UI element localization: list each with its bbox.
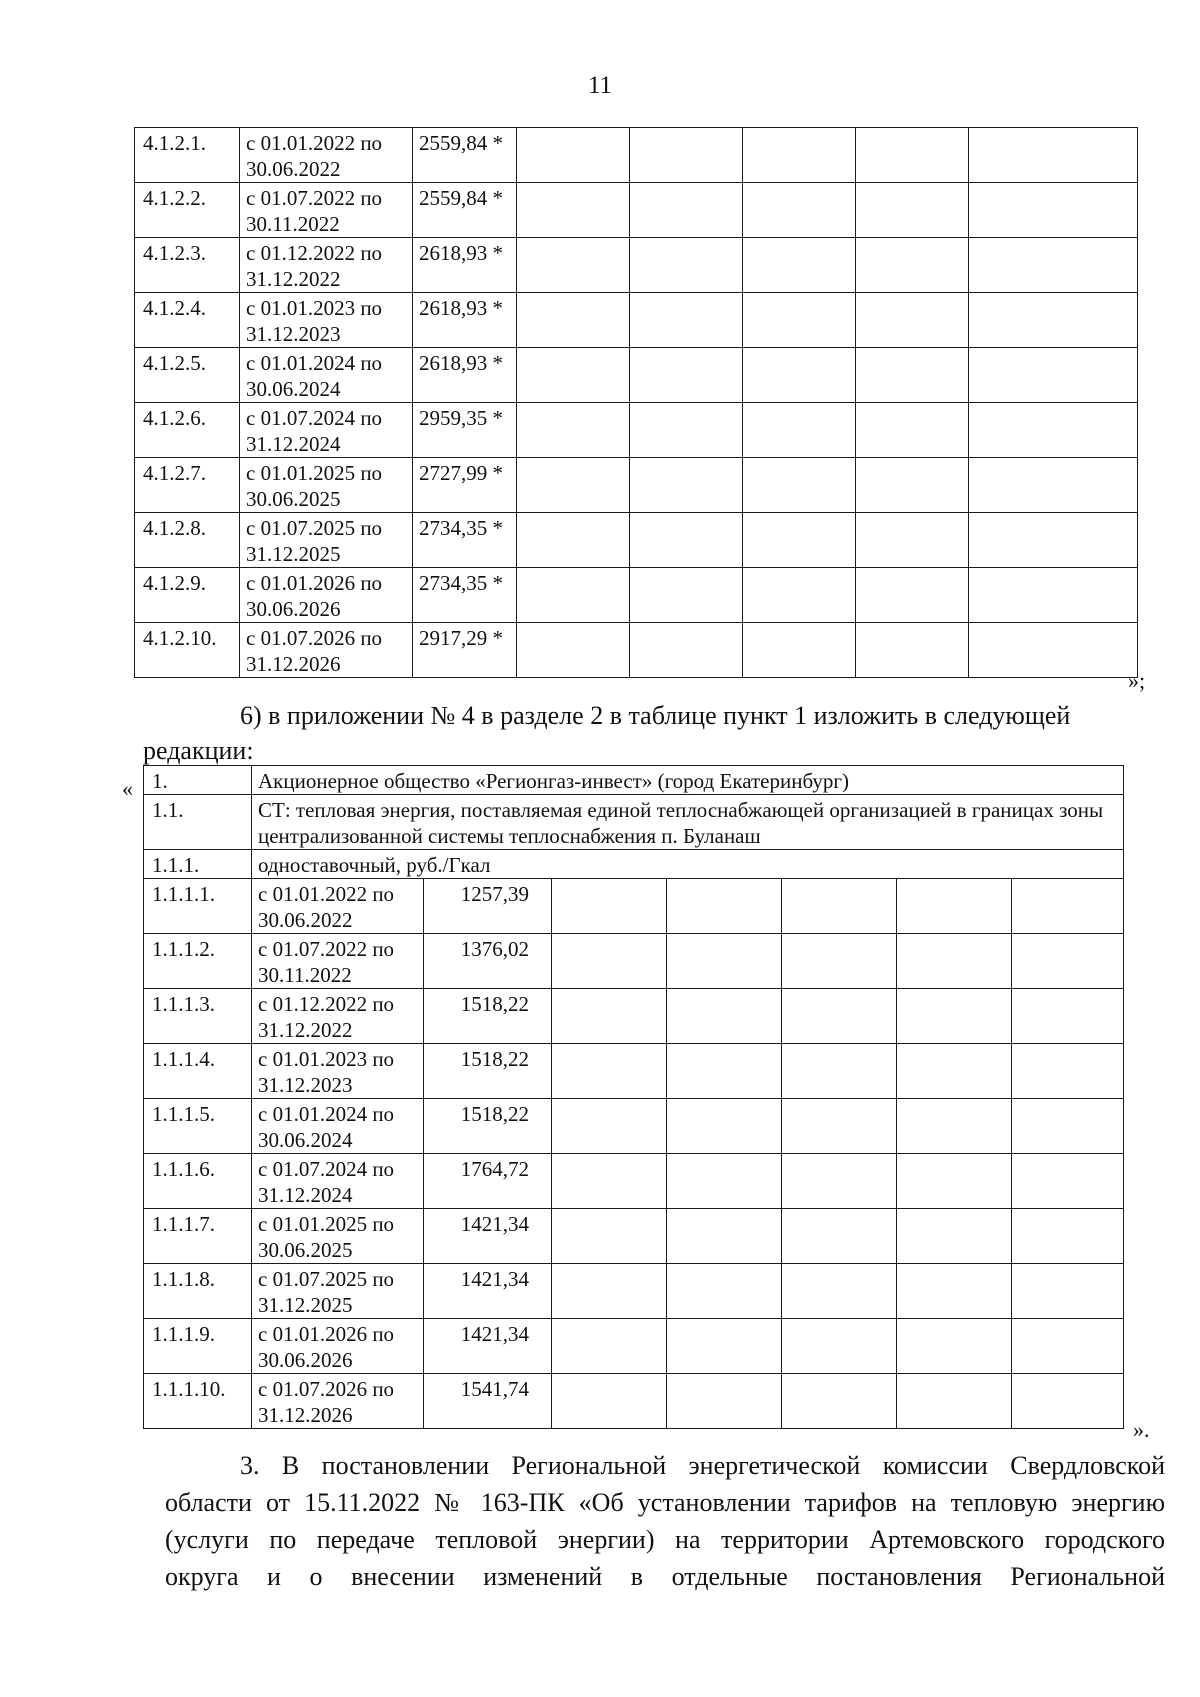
empty-cell (1012, 1209, 1124, 1264)
row-value: 2734,35 * (413, 568, 517, 623)
empty-cell (630, 623, 743, 678)
empty-cell (897, 1374, 1012, 1429)
row-number: 1.1.1.9. (144, 1319, 252, 1374)
empty-cell (969, 458, 1138, 513)
empty-cell (743, 238, 856, 293)
row-value: 2959,35 * (413, 403, 517, 458)
empty-cell (552, 989, 667, 1044)
table-row (144, 934, 1124, 989)
empty-cell (630, 238, 743, 293)
row-number: 1.1.1.3. (144, 989, 252, 1044)
empty-cell (517, 348, 630, 403)
table-row (144, 989, 1124, 1044)
empty-cell (630, 293, 743, 348)
empty-cell (1012, 1154, 1124, 1209)
empty-cell (552, 934, 667, 989)
empty-cell (1012, 1374, 1124, 1429)
empty-cell (897, 1319, 1012, 1374)
empty-cell (667, 1374, 782, 1429)
table-row (135, 183, 1138, 238)
empty-cell (517, 183, 630, 238)
row-period: с 01.01.2025 по 30.06.2025 (252, 1209, 424, 1264)
empty-cell (1012, 1264, 1124, 1319)
empty-cell (630, 458, 743, 513)
empty-cell (782, 1154, 897, 1209)
empty-cell (897, 1209, 1012, 1264)
empty-cell (630, 513, 743, 568)
empty-cell (517, 128, 630, 183)
table-header-row (144, 850, 1124, 879)
empty-cell (517, 238, 630, 293)
empty-cell (517, 458, 630, 513)
empty-cell (630, 128, 743, 183)
row-number: 4.1.2.5. (135, 348, 240, 403)
empty-cell (969, 403, 1138, 458)
empty-cell (743, 128, 856, 183)
empty-cell (743, 568, 856, 623)
table-header-row (144, 795, 1124, 850)
paragraph-3-line: 3. В постановлении Региональной энергетической комиссии Свердловской (240, 1451, 1165, 1480)
empty-cell (856, 403, 969, 458)
empty-cell (969, 348, 1138, 403)
empty-cell (782, 989, 897, 1044)
empty-cell (1012, 1319, 1124, 1374)
paragraph-3-line: округа и о внесении изменений в отдельные постановления Региональной (165, 1562, 1165, 1591)
table-row (144, 1209, 1124, 1264)
table-row (144, 1264, 1124, 1319)
table-row (135, 238, 1138, 293)
empty-cell (856, 183, 969, 238)
empty-cell (743, 403, 856, 458)
empty-cell (552, 1044, 667, 1099)
row-period: с 01.07.2026 по 31.12.2026 (252, 1374, 424, 1429)
row-number: 1.1. (144, 795, 252, 850)
tariff-table-4-1-2 (134, 127, 1138, 678)
empty-cell (630, 403, 743, 458)
empty-cell (667, 1209, 782, 1264)
empty-cell (782, 1099, 897, 1154)
empty-cell (856, 568, 969, 623)
empty-cell (782, 1044, 897, 1099)
row-value: 2727,99 * (413, 458, 517, 513)
row-number: 4.1.2.8. (135, 513, 240, 568)
empty-cell (743, 183, 856, 238)
empty-cell (667, 934, 782, 989)
table-row (144, 1319, 1124, 1374)
table-row (135, 293, 1138, 348)
row-period: с 01.01.2022 по 30.06.2022 (240, 128, 413, 183)
row-number: 1.1.1. (144, 850, 252, 879)
empty-cell (667, 1099, 782, 1154)
empty-cell (856, 293, 969, 348)
row-number: 4.1.2.4. (135, 293, 240, 348)
empty-cell (517, 568, 630, 623)
row-value: 2734,35 * (413, 513, 517, 568)
table-row (135, 458, 1138, 513)
empty-cell (517, 513, 630, 568)
empty-cell (667, 1264, 782, 1319)
empty-cell (667, 1044, 782, 1099)
table1-closing-quote: »; (1128, 668, 1146, 693)
row-heading: СТ: тепловая энергия, поставляемая единой теплоснабжающей организацией в границах зоны централизованной системы теплоснабжения п. Буланаш (252, 795, 1124, 850)
empty-cell (552, 1319, 667, 1374)
empty-cell (517, 293, 630, 348)
table-row (135, 568, 1138, 623)
row-heading: Акционерное общество «Регионгаз-инвест» (город Екатеринбург) (252, 766, 1124, 795)
table-row (135, 403, 1138, 458)
table-row (135, 623, 1138, 678)
row-number: 4.1.2.10. (135, 623, 240, 678)
row-number: 1.1.1.10. (144, 1374, 252, 1429)
empty-cell (743, 458, 856, 513)
empty-cell (969, 238, 1138, 293)
empty-cell (897, 879, 1012, 934)
empty-cell (969, 623, 1138, 678)
empty-cell (856, 128, 969, 183)
empty-cell (897, 1099, 1012, 1154)
row-number: 1.1.1.1. (144, 879, 252, 934)
table2-closing-quote: ». (1133, 1417, 1150, 1442)
empty-cell (630, 183, 743, 238)
row-period: с 01.07.2022 по 30.11.2022 (252, 934, 424, 989)
empty-cell (517, 623, 630, 678)
empty-cell (517, 403, 630, 458)
table-row (135, 513, 1138, 568)
row-value: 1376,02 (424, 934, 552, 989)
row-value: 2559,84 * (413, 183, 517, 238)
empty-cell (897, 934, 1012, 989)
row-value: 1518,22 (424, 989, 552, 1044)
row-number: 4.1.2.3. (135, 238, 240, 293)
empty-cell (1012, 1099, 1124, 1154)
empty-cell (856, 458, 969, 513)
row-value: 1764,72 (424, 1154, 552, 1209)
table-row (135, 128, 1138, 183)
table-row (144, 1374, 1124, 1429)
empty-cell (856, 513, 969, 568)
row-number: 1.1.1.7. (144, 1209, 252, 1264)
empty-cell (897, 1044, 1012, 1099)
row-number: 4.1.2.7. (135, 458, 240, 513)
row-period: с 01.07.2024 по 31.12.2024 (252, 1154, 424, 1209)
table-row (135, 348, 1138, 403)
table2-opening-quote: « (122, 776, 133, 801)
row-value: 2917,29 * (413, 623, 517, 678)
row-number: 1.1.1.2. (144, 934, 252, 989)
empty-cell (782, 1264, 897, 1319)
empty-cell (743, 348, 856, 403)
table-header-row (144, 766, 1124, 795)
empty-cell (552, 879, 667, 934)
table-row (144, 879, 1124, 934)
empty-cell (552, 1264, 667, 1319)
empty-cell (1012, 1044, 1124, 1099)
page-number: 11 (587, 72, 613, 99)
table-row (144, 1044, 1124, 1099)
row-period: с 01.12.2022 по 31.12.2022 (240, 238, 413, 293)
paragraph-3-line: области от 15.11.2022 № 163-ПК «Об установлении тарифов на тепловую энергию (165, 1488, 1165, 1517)
table-row (144, 1099, 1124, 1154)
paragraph-6-line-2: редакции: (143, 736, 254, 765)
row-number: 1.1.1.6. (144, 1154, 252, 1209)
paragraph-3-line: (услуги по передаче тепловой энергии) на территории Артемовского городского (165, 1525, 1165, 1554)
empty-cell (856, 623, 969, 678)
row-value: 1518,22 (424, 1044, 552, 1099)
empty-cell (667, 1154, 782, 1209)
row-value: 1421,34 (424, 1209, 552, 1264)
empty-cell (667, 1319, 782, 1374)
table-row (144, 1154, 1124, 1209)
row-number: 4.1.2.6. (135, 403, 240, 458)
empty-cell (552, 1099, 667, 1154)
row-number: 1.1.1.8. (144, 1264, 252, 1319)
row-period: с 01.01.2024 по 30.06.2024 (240, 348, 413, 403)
row-period: с 01.01.2026 по 30.06.2026 (252, 1319, 424, 1374)
row-period: с 01.01.2023 по 31.12.2023 (252, 1044, 424, 1099)
empty-cell (1012, 989, 1124, 1044)
row-value: 2618,93 * (413, 293, 517, 348)
empty-cell (630, 348, 743, 403)
empty-cell (782, 1319, 897, 1374)
row-value: 1541,74 (424, 1374, 552, 1429)
row-value: 1257,39 (424, 879, 552, 934)
row-period: с 01.07.2024 по 31.12.2024 (240, 403, 413, 458)
empty-cell (743, 623, 856, 678)
row-value: 1421,34 (424, 1264, 552, 1319)
row-period: с 01.07.2025 по 31.12.2025 (252, 1264, 424, 1319)
row-period: с 01.12.2022 по 31.12.2022 (252, 989, 424, 1044)
empty-cell (743, 513, 856, 568)
empty-cell (552, 1209, 667, 1264)
empty-cell (782, 1374, 897, 1429)
empty-cell (743, 293, 856, 348)
empty-cell (630, 568, 743, 623)
empty-cell (897, 989, 1012, 1044)
row-period: с 01.01.2024 по 30.06.2024 (252, 1099, 424, 1154)
empty-cell (969, 513, 1138, 568)
empty-cell (856, 238, 969, 293)
row-period: с 01.01.2026 по 30.06.2026 (240, 568, 413, 623)
row-number: 4.1.2.9. (135, 568, 240, 623)
row-period: с 01.01.2025 по 30.06.2025 (240, 458, 413, 513)
empty-cell (667, 879, 782, 934)
empty-cell (969, 293, 1138, 348)
row-value: 1518,22 (424, 1099, 552, 1154)
row-value: 1421,34 (424, 1319, 552, 1374)
empty-cell (969, 568, 1138, 623)
empty-cell (1012, 934, 1124, 989)
paragraph-3 (165, 1450, 1165, 1598)
empty-cell (897, 1154, 1012, 1209)
empty-cell (552, 1154, 667, 1209)
empty-cell (969, 183, 1138, 238)
empty-cell (782, 879, 897, 934)
empty-cell (1012, 879, 1124, 934)
row-value: 2618,93 * (413, 348, 517, 403)
row-period: с 01.01.2022 по 30.06.2022 (252, 879, 424, 934)
empty-cell (897, 1264, 1012, 1319)
empty-cell (856, 348, 969, 403)
row-period: с 01.01.2023 по 31.12.2023 (240, 293, 413, 348)
row-period: с 01.07.2025 по 31.12.2025 (240, 513, 413, 568)
row-value: 2559,84 * (413, 128, 517, 183)
empty-cell (969, 128, 1138, 183)
row-period: с 01.07.2026 по 31.12.2026 (240, 623, 413, 678)
row-number: 4.1.2.2. (135, 183, 240, 238)
empty-cell (667, 989, 782, 1044)
row-value: 2618,93 * (413, 238, 517, 293)
tariff-table-1-1-1 (143, 765, 1124, 1429)
paragraph-6-line-1: 6) в приложении № 4 в разделе 2 в таблице пункт 1 изложить в следующей (240, 701, 1071, 730)
row-number: 1.1.1.4. (144, 1044, 252, 1099)
empty-cell (782, 1209, 897, 1264)
empty-cell (782, 934, 897, 989)
row-number: 1. (144, 766, 252, 795)
row-number: 1.1.1.5. (144, 1099, 252, 1154)
row-heading: одноставочный, руб./Гкал (252, 850, 1124, 879)
row-period: с 01.07.2022 по 30.11.2022 (240, 183, 413, 238)
empty-cell (552, 1374, 667, 1429)
row-number: 4.1.2.1. (135, 128, 240, 183)
